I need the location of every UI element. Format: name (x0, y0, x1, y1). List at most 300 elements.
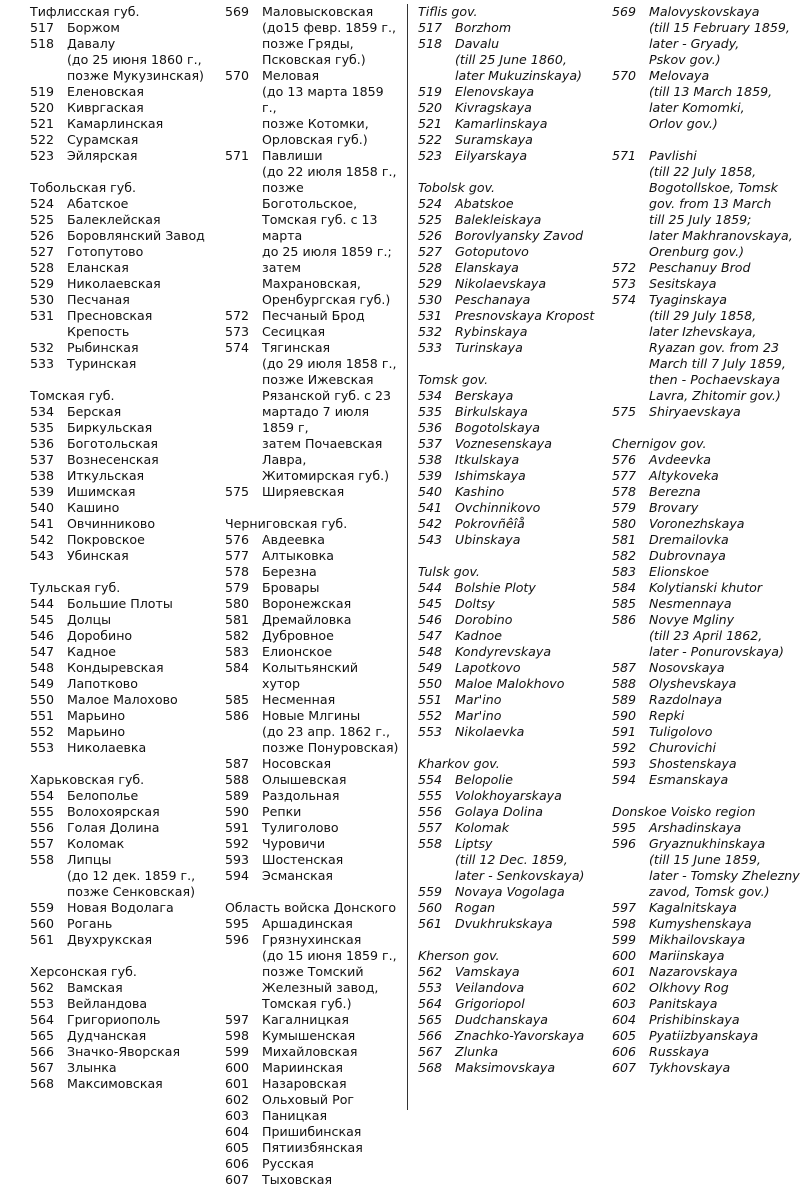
list-item (225, 1092, 400, 1108)
list-item (30, 852, 220, 900)
list-item (30, 436, 220, 452)
list-item (225, 484, 400, 500)
entry-number: 578 (225, 564, 250, 579)
list-item (225, 340, 400, 484)
entry-number: 538 (418, 452, 443, 467)
entry-number: 600 (612, 948, 637, 963)
entry-number: 606 (612, 1044, 637, 1059)
section-heading: Tobolsk gov. (418, 180, 496, 195)
section-heading: Тобольская губ. (30, 180, 137, 195)
entry-number: 572 (612, 260, 637, 275)
entry-name: Tykhovskaya (649, 1060, 731, 1075)
entry-name: Bolshie Ploty (455, 580, 536, 595)
entry-number: 582 (225, 628, 250, 643)
entry-name: Doltsy (455, 596, 495, 611)
entry-number: 581 (225, 612, 250, 627)
entry-number: 588 (225, 772, 250, 787)
entry-name: Тягинская (до 29 июля 1858 г., позже Ижевская Рязанской губ. с 23 мартадо 7 июля 1859 г, затем Почаевская Лавра, Житомирская губ.) (262, 340, 397, 483)
entry-number: 533 (30, 356, 55, 371)
entry-name: Berskaya (455, 388, 514, 403)
list-item (612, 660, 802, 676)
entry-number: 556 (418, 804, 443, 819)
entry-number: 524 (30, 196, 55, 211)
section (225, 516, 400, 884)
entry-name: Песчаный Брод (262, 308, 365, 323)
list-item (418, 36, 608, 84)
entry-name: Грязнухинская (до 15 июня 1859 г., позже Томский Железный завод, Томская губ.) (262, 932, 397, 1011)
entry-number: 555 (418, 788, 443, 803)
entry-number: 606 (225, 1156, 250, 1171)
entry-number: 528 (418, 260, 443, 275)
list-item (30, 116, 220, 132)
entry-number: 546 (418, 612, 443, 627)
entry-number: 560 (30, 916, 55, 931)
entry-number: 518 (418, 36, 443, 51)
entry-name: Maksimovskaya (455, 1060, 556, 1075)
column-divider (407, 4, 408, 1110)
entry-name: Suramskaya (455, 132, 533, 147)
list-item (418, 244, 608, 260)
entry-name: Kagalnitskaya (649, 900, 737, 915)
entry-number: 548 (418, 644, 443, 659)
section (418, 4, 608, 164)
section (225, 900, 400, 1188)
entry-number: 524 (418, 196, 443, 211)
entry-number: 548 (30, 660, 55, 675)
entry-number: 566 (30, 1044, 55, 1059)
entry-number: 555 (30, 804, 55, 819)
list-item (30, 532, 220, 548)
entry-number: 588 (612, 676, 637, 691)
entry-number: 553 (30, 996, 55, 1011)
entry-name: Мариинская (262, 1060, 344, 1075)
list-item (418, 596, 608, 612)
entry-number: 591 (225, 820, 250, 835)
entry-name: Znachko-Yavorskaya (455, 1028, 585, 1043)
list-item (225, 612, 400, 628)
list-item (30, 836, 220, 852)
list-item (418, 148, 608, 164)
entry-name: Елионское (262, 644, 333, 659)
section (418, 948, 608, 1076)
entry-number: 552 (418, 708, 443, 723)
entry-name: Liptsy (till 12 Dec. 1859, later - Senkovskaya) (455, 836, 585, 883)
list-item (418, 1028, 608, 1044)
list-item (418, 1012, 608, 1028)
entry-number: 527 (418, 244, 443, 259)
list-item (30, 692, 220, 708)
entry-number: 532 (418, 324, 443, 339)
entry-name: Значко-Яворская (67, 1044, 181, 1059)
entry-number: 530 (418, 292, 443, 307)
list-item (225, 692, 400, 708)
list-item (225, 148, 400, 308)
list-item (30, 292, 220, 308)
list-item (418, 260, 608, 276)
entry-name: Golaya Dolina (455, 804, 543, 819)
entry-name: Пришибинская (262, 1124, 362, 1139)
entry-name: Dvukhrukskaya (455, 916, 553, 931)
entry-name: Несменная (262, 692, 336, 707)
entry-number: 517 (30, 20, 55, 35)
entry-number: 581 (612, 532, 637, 547)
list-item (30, 132, 220, 148)
list-item (225, 772, 400, 788)
entry-name: Tuligolovo (649, 724, 713, 739)
entry-number: 565 (418, 1012, 443, 1027)
entry-name: Марьино (67, 708, 126, 723)
list-item (30, 36, 220, 84)
entry-number: 593 (225, 852, 250, 867)
entry-number: 585 (612, 596, 637, 611)
entry-number: 604 (225, 1124, 250, 1139)
entry-name: Borzhom (455, 20, 512, 35)
entry-name: Balekleiskaya (455, 212, 542, 227)
section-heading: Область войска Донского (225, 900, 397, 915)
entry-number: 519 (418, 84, 443, 99)
list-item (30, 916, 220, 932)
entry-number: 576 (612, 452, 637, 467)
list-item (612, 404, 802, 420)
section-heading: Tulsk gov. (418, 564, 480, 579)
entry-name: Melovaya (till 13 March 1859, later Komomki, Orlov gov.) (649, 68, 773, 131)
entry-number: 526 (30, 228, 55, 243)
entry-name: Dremailovka (649, 532, 729, 547)
entry-name: Davalu (till 25 June 1860, later Mukuzinskaya) (455, 36, 582, 83)
entry-name: Сесицкая (262, 324, 326, 339)
list-item (612, 1012, 802, 1028)
entry-name: Берская (67, 404, 122, 419)
list-item (612, 548, 802, 564)
list-item (418, 660, 608, 676)
entry-number: 521 (30, 116, 55, 131)
list-item (225, 644, 400, 660)
entry-number: 552 (30, 724, 55, 739)
section (225, 4, 400, 500)
list-item (30, 676, 220, 692)
list-item (30, 644, 220, 660)
entry-name: Камарлинская (67, 116, 164, 131)
entry-name: Эйлярская (67, 148, 138, 163)
list-item (30, 932, 220, 948)
list-item (225, 1140, 400, 1156)
entry-name: Veilandova (455, 980, 525, 995)
entry-name: Esmanskaya (649, 772, 729, 787)
list-item (30, 84, 220, 100)
list-item (418, 532, 608, 548)
entry-name: Кумышенская (262, 1028, 356, 1043)
list-item (612, 1028, 802, 1044)
entry-number: 543 (418, 532, 443, 547)
entry-name: Пресновская Крепость (67, 308, 153, 339)
list-item (612, 900, 802, 916)
entry-number: 559 (30, 900, 55, 915)
section-heading: Donskoe Voisko region (612, 804, 756, 819)
entry-number: 525 (30, 212, 55, 227)
entry-name: Боровлянский Завод (67, 228, 205, 243)
entry-name: Назаровская (262, 1076, 347, 1091)
list-item (418, 628, 608, 644)
entry-number: 580 (225, 596, 250, 611)
entry-name: Голая Долина (67, 820, 160, 835)
entry-number: 569 (225, 4, 250, 19)
list-item (612, 724, 802, 740)
list-item (612, 692, 802, 708)
entry-name: Тыховская (262, 1172, 333, 1187)
section-heading: Tiflis gov. (418, 4, 478, 19)
entry-name: Elanskaya (455, 260, 519, 275)
entry-number: 605 (225, 1140, 250, 1155)
entry-name: Тулиголово (262, 820, 339, 835)
entry-name: Arshadinskaya (649, 820, 742, 835)
list-item (225, 820, 400, 836)
entry-number: 545 (418, 596, 443, 611)
entry-name: Николаевская (67, 276, 161, 291)
entry-name: Russkaya (649, 1044, 710, 1059)
list-item (418, 196, 608, 212)
entry-name: Voronezhskaya (649, 516, 745, 531)
entry-name: Рыбинская (67, 340, 139, 355)
list-item (30, 996, 220, 1012)
entry-number: 580 (612, 516, 637, 531)
list-item (612, 820, 802, 836)
entry-name: Peschanuy Brod (649, 260, 751, 275)
entry-name: Марьино (67, 724, 126, 739)
list-item (612, 516, 802, 532)
list-item (225, 580, 400, 596)
entry-number: 537 (30, 452, 55, 467)
list-item (612, 500, 802, 516)
entry-name: Altykoveka (649, 468, 719, 483)
column-english-right (612, 4, 802, 1092)
entry-name: Кондыревская (67, 660, 164, 675)
entry-name: Nazarovskaya (649, 964, 738, 979)
list-item (225, 596, 400, 612)
entry-number: 554 (418, 772, 443, 787)
entry-number: 559 (418, 884, 443, 899)
list-item (612, 148, 802, 260)
list-item (30, 340, 220, 356)
list-item (30, 260, 220, 276)
entry-name: Shiryaevskaya (649, 404, 741, 419)
entry-name: Русская (262, 1156, 314, 1171)
entry-name: Новые Млгины (до 23 апр. 1862 г., позже Понуровская) (262, 708, 399, 755)
list-item (225, 1124, 400, 1140)
entry-number: 553 (418, 980, 443, 995)
entry-name: Elionskoe (649, 564, 709, 579)
entry-name: Бровары (262, 580, 320, 595)
list-item (418, 900, 608, 916)
list-item (225, 916, 400, 932)
list-item (30, 612, 220, 628)
entry-name: Kashino (455, 484, 505, 499)
entry-number: 594 (225, 868, 250, 883)
list-item (225, 1156, 400, 1172)
entry-name: Ishimskaya (455, 468, 526, 483)
list-item (30, 452, 220, 468)
entry-name: Novye Mgliny (till 23 April 1862, later - Ponurovskaya) (649, 612, 784, 659)
entry-name: Михайловская (262, 1044, 358, 1059)
entry-number: 594 (612, 772, 637, 787)
entry-name: Olkhovy Rog (649, 980, 729, 995)
entry-name: Шостенская (262, 852, 344, 867)
entry-number: 527 (30, 244, 55, 259)
entry-number: 570 (612, 68, 637, 83)
section (30, 964, 220, 1092)
entry-number: 589 (225, 788, 250, 803)
entry-name: Эсманская (262, 868, 333, 883)
entry-number: 523 (418, 148, 443, 163)
entry-name: Новая Водолага (67, 900, 174, 915)
entry-name: Еланская (67, 260, 129, 275)
list-item (418, 644, 608, 660)
entry-number: 557 (30, 836, 55, 851)
list-item (30, 1028, 220, 1044)
list-item (418, 612, 608, 628)
entry-name: Kivragskaya (455, 100, 532, 115)
entry-name: Sesitskaya (649, 276, 717, 291)
entry-number: 520 (418, 100, 443, 115)
entry-number: 521 (418, 116, 443, 131)
list-item (418, 820, 608, 836)
entry-name: Berezna (649, 484, 701, 499)
list-item (30, 500, 220, 516)
entry-name: Липцы (до 12 дек. 1859 г., позже Сенковская) (67, 852, 196, 899)
entry-number: 554 (30, 788, 55, 803)
entry-name: Ольховый Рог (262, 1092, 355, 1107)
section (418, 756, 608, 932)
entry-number: 558 (30, 852, 55, 867)
entry-name: Абатское (67, 196, 129, 211)
entry-name: Авдеевка (262, 532, 325, 547)
entry-number: 571 (225, 148, 250, 163)
list-item (418, 452, 608, 468)
entry-name: Убинская (67, 548, 129, 563)
entry-name: Dorobino (455, 612, 513, 627)
list-item (418, 1060, 608, 1076)
entry-name: Dubrovnaya (649, 548, 726, 563)
list-item (225, 1012, 400, 1028)
entry-name: Razdolnaya (649, 692, 723, 707)
entry-number: 560 (418, 900, 443, 915)
section-heading: Харьковская губ. (30, 772, 145, 787)
list-item (612, 772, 802, 788)
entry-name: Чуровичи (262, 836, 326, 851)
entry-number: 529 (418, 276, 443, 291)
entry-name: Dudchanskaya (455, 1012, 549, 1027)
entry-number: 551 (30, 708, 55, 723)
list-item (225, 756, 400, 772)
entry-name: Brovary (649, 500, 699, 515)
entry-number: 539 (30, 484, 55, 499)
entry-name: Mar'ino (455, 692, 502, 707)
section-heading: Тульская губ. (30, 580, 121, 595)
entry-name: Novaya Vogolaga (455, 884, 565, 899)
list-item (225, 1060, 400, 1076)
section-heading: Tomsk gov. (418, 372, 489, 387)
list-item (418, 1044, 608, 1060)
section (612, 4, 802, 132)
entry-number: 577 (612, 468, 637, 483)
entry-name: Сурамская (67, 132, 139, 147)
list-item (418, 116, 608, 132)
list-item (612, 532, 802, 548)
list-item (418, 436, 608, 452)
entry-number: 536 (418, 420, 443, 435)
entry-name: Покровское (67, 532, 145, 547)
list-item (418, 468, 608, 484)
entry-name: Abatskoe (455, 196, 514, 211)
entry-number: 592 (225, 836, 250, 851)
entry-name: Белополье (67, 788, 139, 803)
entry-number: 561 (30, 932, 55, 947)
entry-name: Биркульская (67, 420, 153, 435)
entry-number: 520 (30, 100, 55, 115)
entry-name: Кадное (67, 644, 117, 659)
section-heading: Томская губ. (30, 388, 115, 403)
list-item (418, 388, 608, 404)
entry-number: 601 (225, 1076, 250, 1091)
entry-name: Павлиши (до 22 июля 1858 г., позже Боготольское, Томская губ. с 13 марта до 25 июля 1859 г.; затем Махрановская, Оренбургская губ.) (262, 148, 397, 307)
entry-name: Репки (262, 804, 302, 819)
list-item (418, 340, 608, 356)
entry-number: 586 (612, 612, 637, 627)
entry-number: 590 (225, 804, 250, 819)
entry-name: Lapotkovo (455, 660, 521, 675)
entry-name: Вейландова (67, 996, 148, 1011)
entry-name: Злынка (67, 1060, 117, 1075)
entry-number: 531 (30, 308, 55, 323)
entry-number: 546 (30, 628, 55, 643)
entry-number: 536 (30, 436, 55, 451)
entry-name: Kamarlinskaya (455, 116, 548, 131)
section (418, 564, 608, 740)
list-item (418, 980, 608, 996)
entry-name: Николаевка (67, 740, 147, 755)
list-item (612, 932, 802, 948)
list-item (30, 1076, 220, 1092)
entry-name: Долцы (67, 612, 112, 627)
entry-name: Borovlyansky Zavod (455, 228, 584, 243)
entry-name: Eilyarskaya (455, 148, 528, 163)
entry-number: 577 (225, 548, 250, 563)
entry-name: Двухрукская (67, 932, 153, 947)
list-item (30, 1044, 220, 1060)
list-item (418, 836, 608, 884)
list-item (225, 628, 400, 644)
entry-name: Малое Малохово (67, 692, 178, 707)
entry-name: Кашино (67, 500, 120, 515)
entry-number: 598 (612, 916, 637, 931)
entry-name: Maloe Malokhovo (455, 676, 565, 691)
list-item (30, 516, 220, 532)
entry-number: 525 (418, 212, 443, 227)
entry-number: 589 (612, 692, 637, 707)
list-item (418, 996, 608, 1012)
entry-number: 567 (418, 1044, 443, 1059)
entry-name: Алтыковка (262, 548, 335, 563)
entry-number: 579 (225, 580, 250, 595)
list-item (612, 980, 802, 996)
entry-name: Gryaznukhinskaya (till 15 June 1859, later - Tomsky Zhelezny zavod, Tomsk gov.) (649, 836, 800, 899)
entry-name: Овчинниково (67, 516, 156, 531)
column-russian-left (30, 4, 220, 1108)
entry-name: Mar'ino (455, 708, 502, 723)
entry-name: Kolytianski khutor (649, 580, 763, 595)
list-item (612, 964, 802, 980)
list-item (30, 228, 220, 244)
entry-name: Grigoriopol (455, 996, 525, 1011)
